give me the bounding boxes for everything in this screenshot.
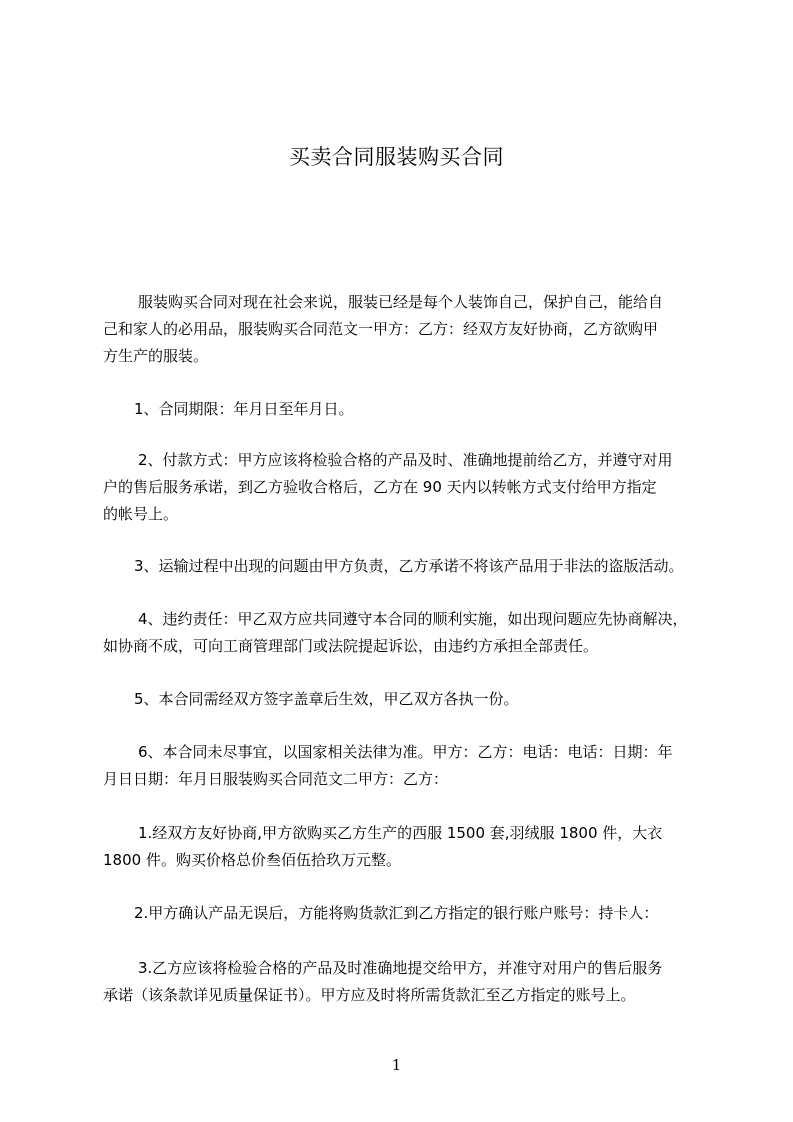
paragraph-line: 的帐号上。	[103, 505, 179, 523]
clause-delivery	[103, 955, 723, 1009]
clause-payment	[103, 447, 723, 528]
clause-effectiveness	[103, 686, 723, 713]
paragraph-line: 1.经双方友好协商,甲方欲购买乙方生产的西服 1500 套,羽绒服 1800 件，大衣	[138, 824, 663, 842]
clause-contract-term	[103, 396, 723, 423]
paragraph-line: 4、违约责任：甲乙双方应共同遵守本合同的顺利实施，如出现问题应先协商解决，	[138, 610, 688, 628]
clause-bank-transfer	[103, 900, 723, 927]
paragraph-line: 1800 件。购买价格总价叁佰伍拾玖万元整。	[103, 851, 401, 869]
clause-transport	[103, 553, 723, 580]
clause-miscellaneous	[103, 739, 723, 793]
page-number: 1	[391, 1056, 402, 1074]
paragraph-line: 户的售后服务承诺，到乙方验收合格后，乙方在 90 天内以转帐方式支付给甲方指定	[103, 478, 657, 496]
paragraph-line: 1、合同期限：年月日至年月日。	[134, 400, 354, 418]
paragraph-line: 方生产的服装。	[103, 347, 209, 365]
paragraph-line: 3、运输过程中出现的问题由甲方负责，乙方承诺不将该产品用于非法的盗版活动。	[134, 557, 684, 575]
paragraph-line: 月日日期：年月日服装购买合同范文二甲方：乙方：	[103, 770, 449, 788]
paragraph-line: 5、本合同需经双方签字盖章后生效，甲乙双方各执一份。	[134, 690, 519, 708]
paragraph-line: 己和家人的必用品，服装购买合同范文一甲方：乙方：经双方友好协商，乙方欲购甲	[103, 320, 659, 338]
paragraph-line: 2.甲方确认产品无误后，方能将购货款汇到乙方指定的银行账户账号：持卡人：	[134, 904, 659, 922]
paragraph-line: 3.乙方应该将检验合格的产品及时准确地提交给甲方，并准守对用户的售后服务	[138, 959, 663, 977]
paragraph-line: 服装购买合同对现在社会来说，服装已经是每个人装饰自己，保护自己，能给自	[138, 293, 664, 311]
clause-liability	[103, 606, 723, 660]
paragraph-line: 承诺（该条款详见质量保证书）。甲方应及时将所需货款汇至乙方指定的账号上。	[103, 986, 636, 1004]
paragraph-line: 2、付款方式：甲方应该将检验合格的产品及时、准确地提前给乙方，并遵守对用	[138, 451, 673, 469]
paragraph-line: 如协商不成，可向工商管理部门或法院提起诉讼，由违约方承担全部责任。	[103, 637, 599, 655]
clause-purchase-items	[103, 820, 723, 874]
paragraph-line: 6、本合同未尽事宜，以国家相关法律为准。甲方：乙方：电话：电话：日期：年	[138, 743, 673, 761]
paragraph-intro	[103, 289, 723, 370]
document-title: 买卖合同服装购买合同	[289, 145, 504, 169]
